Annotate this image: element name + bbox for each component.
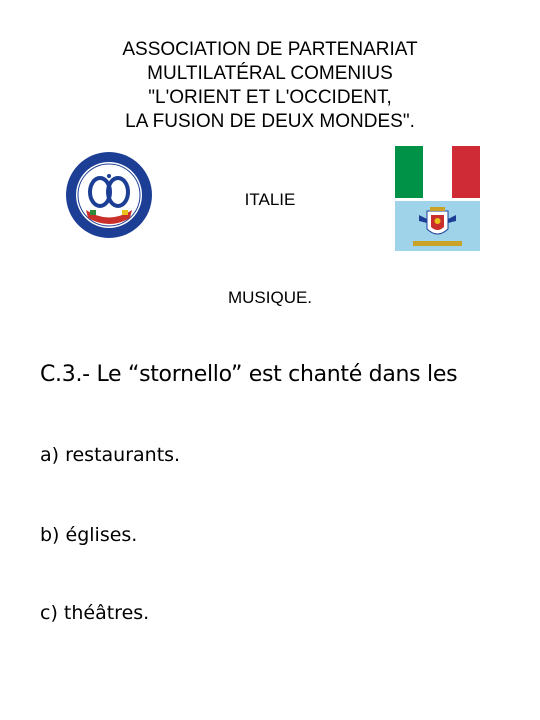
answer-option-c: c) théâtres. [40, 602, 150, 624]
header-title [0, 38, 540, 134]
header-line-4: LA FUSION DE DEUX MONDES". [125, 111, 415, 132]
header-line-2: MULTILATÉRAL COMENIUS [147, 63, 393, 84]
answer-option-b: b) églises. [40, 524, 138, 546]
lazio-flag-icon [395, 201, 480, 251]
subject-title: MUSIQUE. [227, 288, 313, 307]
header-line-3: "L'ORIENT ET L'OCCIDENT, [148, 87, 392, 108]
italy-flag-white [423, 146, 451, 198]
italy-flag-icon [395, 146, 480, 198]
country-name: ITALIE [244, 190, 296, 209]
header-line-1: ASSOCIATION DE PARTENARIAT [122, 39, 418, 60]
answer-option-a: a) restaurants. [40, 444, 181, 466]
question-text: C.3.- Le “stornello” est chanté dans les [40, 362, 458, 387]
italy-flag-green [395, 146, 423, 198]
italy-flag-red [452, 146, 480, 198]
